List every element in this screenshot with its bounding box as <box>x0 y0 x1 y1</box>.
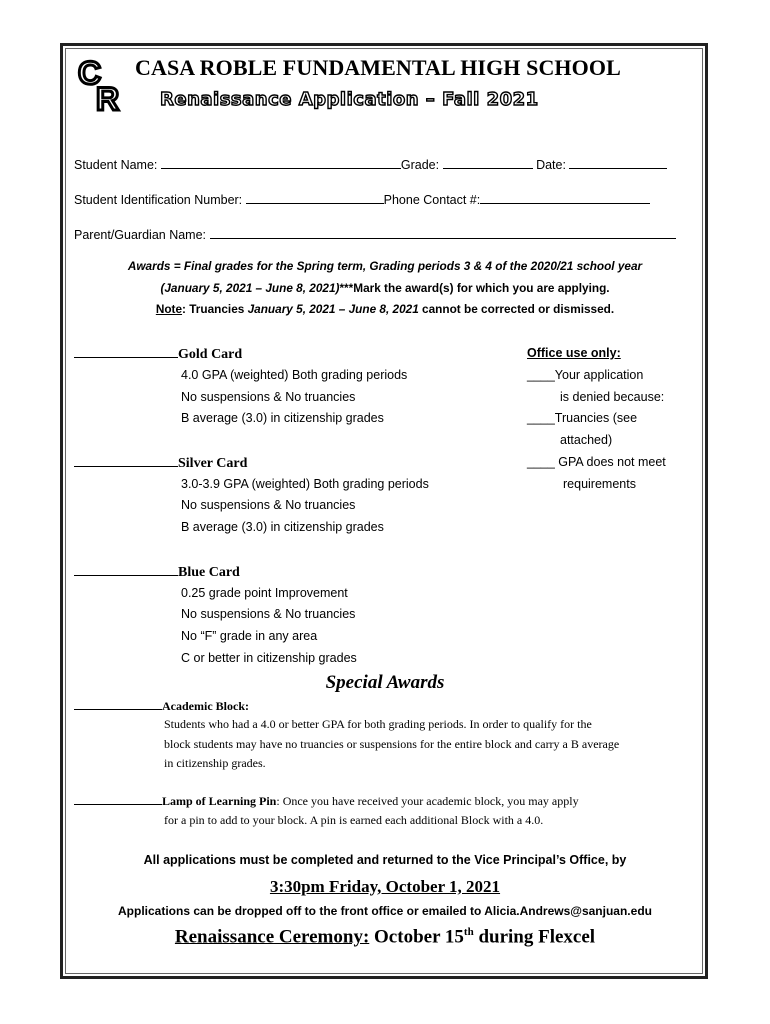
parent-label: Parent/Guardian Name: <box>74 228 207 242</box>
gold-card-req-2: No suspensions & No truancies <box>181 390 356 404</box>
blue-card-row <box>74 563 240 581</box>
academic-block-title: Academic Block: <box>162 699 249 713</box>
office-truancies-line: ____Truancies (see <box>527 411 638 425</box>
deadline: 3:30pm Friday, October 1, 2021 <box>269 877 501 896</box>
form-subtitle: Renaissance Application – Fall 2021 <box>160 89 539 110</box>
student-id-field[interactable] <box>246 190 384 204</box>
school-logo <box>76 54 126 112</box>
date-label: Date: <box>536 158 566 172</box>
submission-instructions: All applications must be completed and returned to the Vice Principal’s Office, by <box>143 853 627 867</box>
silver-card-req-3: B average (3.0) in citizenship grades <box>181 520 384 534</box>
blue-card-req-4: C or better in citizenship grades <box>181 651 357 665</box>
academic-block-row <box>74 698 249 714</box>
blue-card-req-3: No “F” grade in any area <box>181 629 318 643</box>
lamp-pin-row <box>74 793 579 809</box>
gold-card-req-3: B average (3.0) in citizenship grades <box>181 411 384 425</box>
dropoff-instructions: Applications can be dropped off to the front office or emailed to Alicia.Andrews@sanjuan.edu <box>118 904 652 918</box>
lamp-pin-checkbox[interactable] <box>74 793 162 805</box>
student-name-field[interactable] <box>161 155 401 169</box>
blue-card-title: Blue Card <box>178 565 240 580</box>
ceremony-line: Renaissance Ceremony: October 15th during Flexcel <box>174 926 596 948</box>
svg-text:R: R <box>96 81 120 112</box>
lamp-pin-desc-1: : Once you have received your academic block, you may apply <box>276 794 579 808</box>
office-gpa-line-2: requirements <box>563 477 636 491</box>
lamp-pin-desc-2: for a pin to add to your block. A pin is earned each additional Block with a 4.0. <box>164 813 544 827</box>
grade-field[interactable] <box>443 155 533 169</box>
silver-card-req-1: 3.0-3.9 GPA (weighted) Both grading periods <box>181 477 429 491</box>
office-use-heading: Office use only: <box>527 346 621 360</box>
academic-desc-1: Students who had a 4.0 or better GPA for both grading periods. In order to qualify for the <box>164 717 592 731</box>
parent-field[interactable] <box>210 225 676 239</box>
grade-label: Grade: <box>400 158 440 172</box>
date-field[interactable] <box>569 155 667 169</box>
awards-note-line1: Awards = Final grades for the Spring term, Grading periods 3 & 4 of the 2020/21 school year <box>127 259 643 273</box>
blue-card-checkbox[interactable] <box>74 563 178 576</box>
silver-card-row <box>74 454 247 472</box>
student-id-label: Student Identification Number: <box>74 193 243 207</box>
office-denied-line-2: is denied because: <box>560 390 665 404</box>
office-denied-line: ____Your application <box>527 368 644 382</box>
student-id-row <box>74 190 650 207</box>
office-truancies-line-2: attached) <box>560 433 613 447</box>
academic-desc-2: block students may have no truancies or suspensions for the entire block and carry a B average <box>164 737 620 751</box>
special-awards-heading: Special Awards <box>325 672 445 693</box>
silver-card-req-2: No suspensions & No truancies <box>181 498 356 512</box>
awards-note-line3: Note: Truancies January 5, 2021 – June 8, 2021 cannot be corrected or dismissed. <box>155 302 615 316</box>
gold-card-checkbox[interactable] <box>74 345 178 358</box>
academic-block-checkbox[interactable] <box>74 698 162 710</box>
parent-row <box>74 225 676 242</box>
student-name-label: Student Name: <box>74 158 158 172</box>
gold-card-title: Gold Card <box>178 347 243 362</box>
ceremony-label: Renaissance Ceremony: <box>174 926 370 948</box>
page-border <box>60 43 708 979</box>
awards-note-line2: (January 5, 2021 – June 8, 2021)***Mark the award(s) for which you are applying. <box>160 281 610 295</box>
office-gpa-line: ____ GPA does not meet <box>527 455 666 469</box>
academic-desc-3: in citizenship grades. <box>164 756 266 770</box>
gold-card-row <box>74 345 242 363</box>
svg-text:C: C <box>78 55 102 91</box>
silver-card-checkbox[interactable] <box>74 454 178 467</box>
silver-card-title: Silver Card <box>178 456 248 471</box>
blue-card-req-1: 0.25 grade point Improvement <box>181 586 348 600</box>
blue-card-req-2: No suspensions & No truancies <box>181 607 356 621</box>
phone-label: Phone Contact #: <box>383 193 481 207</box>
gold-card-req-1: 4.0 GPA (weighted) Both grading periods <box>181 368 408 382</box>
student-name-row <box>74 155 667 172</box>
lamp-pin-title: Lamp of Learning Pin <box>162 794 277 808</box>
phone-field[interactable] <box>480 190 650 204</box>
school-name: CASA ROBLE FUNDAMENTAL HIGH SCHOOL <box>135 55 621 80</box>
